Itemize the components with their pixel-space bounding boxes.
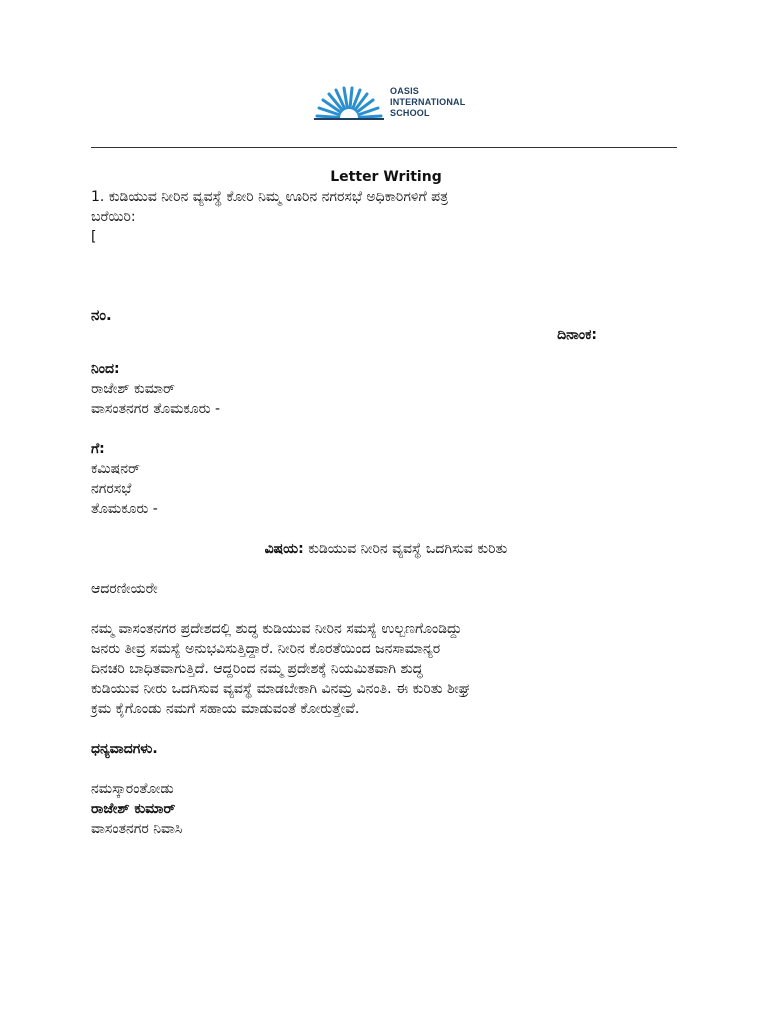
bracket-mark: [ xyxy=(91,229,97,245)
letter-body xyxy=(91,619,681,719)
school-logo xyxy=(314,84,474,124)
body-line-5: ಕ್ರಮ ಕೈಗೊಂಡು ನಮಗೆ ಸಹಾಯ ಮಾಡುವಂತೆ ಕೋರುತ್ತೇವೆ. xyxy=(91,701,360,717)
letter-document xyxy=(91,167,681,839)
sunburst-logo-icon xyxy=(314,86,384,120)
recipient-line-1: ಕಮಿಷನರ್ xyxy=(91,461,140,477)
closing-line: ನಮಸ್ಕಾರಂತೋಡು xyxy=(91,781,174,797)
logo-line-1: OASIS xyxy=(390,86,420,96)
logo-text xyxy=(390,86,465,119)
body-line-3: ದಿನಚರಿ ಬಾಧಿತವಾಗುತ್ತಿದೆ. ಆದ್ದರಿಂದ ನಮ್ಮ ಪ್ರದೇಶಕ್ಕೆ ನಿಯಮಿತವಾಗಿ ಶುದ್ಧ xyxy=(91,661,423,677)
recipient-line-2: ನಗರಸಭೆ xyxy=(91,481,132,497)
body-line-1: ನಮ್ಮ ವಾಸಂತನಗರ ಪ್ರದೇಶದಲ್ಲಿ ಶುದ್ಧ ಕುಡಿಯುವ ನೀರಿನ ಸಮಸ್ಯೆ ಉಲ್ಬಣಗೊಂಡಿದ್ದು xyxy=(91,621,462,637)
recipient-line-3: ತೊಮಕೂರು - xyxy=(91,501,158,517)
body-line-2: ಜನರು ತೀವ್ರ ಸಮಸ್ಯೆ ಅನುಭವಿಸುತ್ತಿದ್ದಾರೆ. ನೀರಿನ ಕೊರತೆಯಿಂದ ಜನಸಾಮಾನ್ಯರ xyxy=(91,641,441,657)
sender-address: ವಾಸಂತನಗರ ತೊಮಕೂರು - xyxy=(91,401,221,417)
question-line-2: ಬರೆಯಿರಿ: xyxy=(91,209,136,225)
reference-number: ನಂ. xyxy=(91,306,112,324)
subject-line xyxy=(91,539,681,559)
body-line-4: ಕುಡಿಯುವ ನೀರು ಒದಗಿಸುವ ವ್ಯವಸ್ಥೆ ಮಾಡಬೇಕಾಗಿ ವಿನಮ್ರ ವಿನಂತಿ. ಈ ಕುರಿತು ಶೀಘ್ರ xyxy=(91,681,470,697)
to-label: ಗೆ: xyxy=(91,441,105,457)
logo-line-3: SCHOOL xyxy=(390,108,430,118)
document-title: Letter Writing xyxy=(330,169,442,185)
signature-place: ವಾಸಂತನಗರ ನಿವಾಸಿ xyxy=(91,821,183,837)
salutation: ಆದರಣೀಯರೇ xyxy=(91,581,158,597)
logo-line-2: INTERNATIONAL xyxy=(390,97,466,107)
subject-text: ಕುಡಿಯುವ ನೀರಿನ ವ್ಯವಸ್ಥೆ ಒದಗಿಸುವ ಕುರಿತು xyxy=(303,541,508,557)
subject-label: ವಿಷಯ: xyxy=(264,541,304,557)
question-line-1: 1. ಕುಡಿಯುವ ನೀರಿನ ವ್ಯವಸ್ಥೆ ಕೋರಿ ನಿಮ್ಮ ಊರಿನ ನಗರಸಭೆ ಅಧಿಕಾರಿಗಳಿಗೆ ಪತ್ರ xyxy=(91,189,449,205)
sender-name: ರಾಜೇಶ್ ಕುಮಾರ್ xyxy=(91,381,175,397)
signature-name: ರಾಜೇಶ್ ಕುಮಾರ್ xyxy=(91,801,176,817)
header-divider xyxy=(91,147,677,148)
thanks-line: ಧನ್ಯವಾದಗಳು. xyxy=(91,741,158,757)
from-label: ನಿಂದ: xyxy=(91,361,120,377)
date-label: ದಿನಾಂಕ: xyxy=(557,327,597,343)
